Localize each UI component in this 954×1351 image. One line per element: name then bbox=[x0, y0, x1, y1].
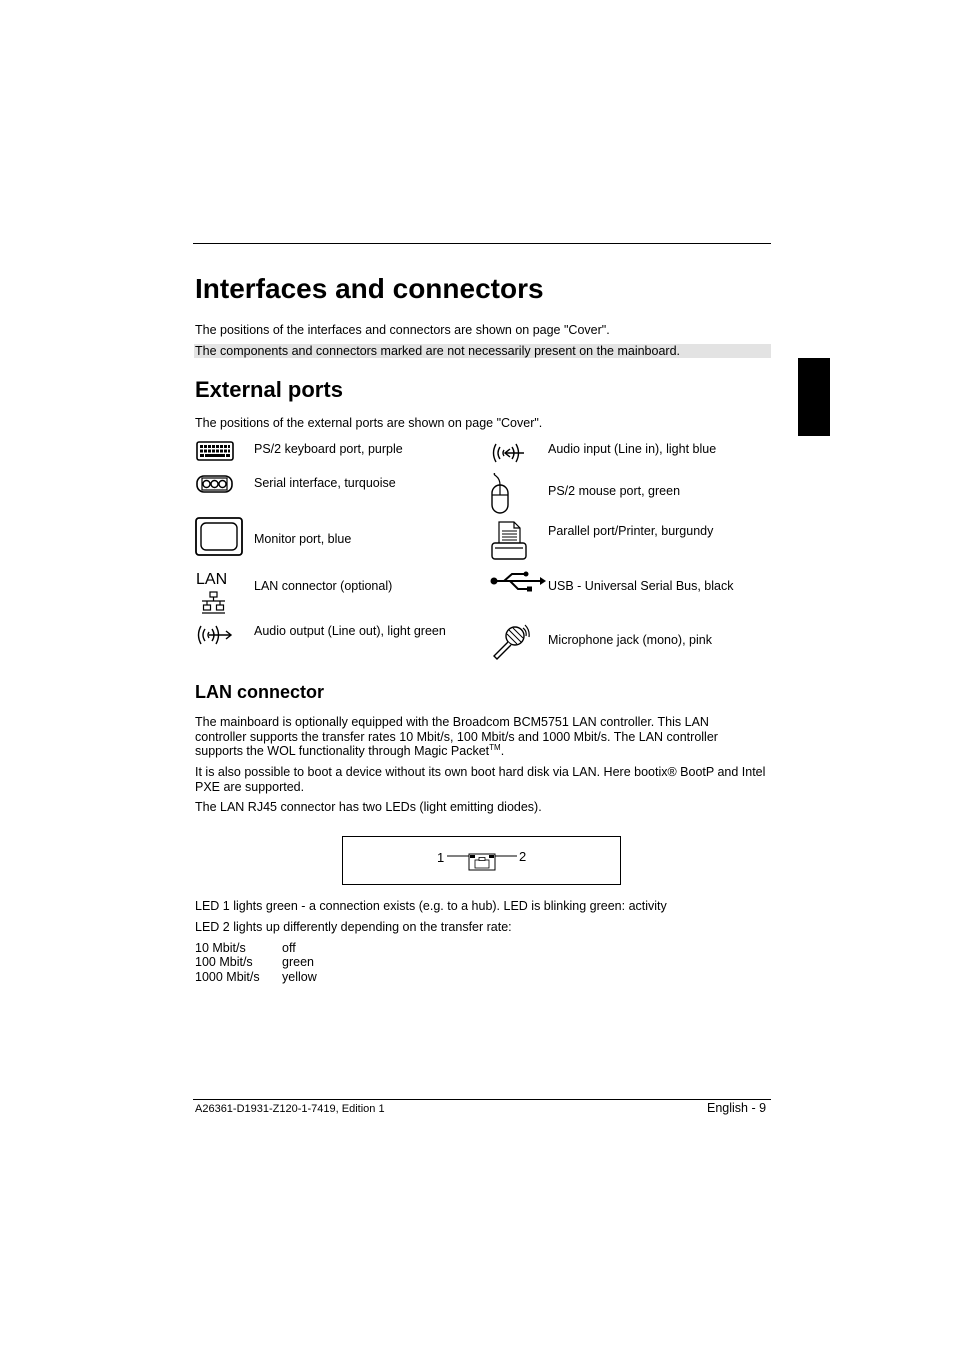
lan-icon-text: LAN bbox=[196, 571, 228, 588]
note-text: The components and connectors marked are not necessarily present on the mainboard. bbox=[194, 344, 771, 358]
rate-value: 10 Mbit/s bbox=[195, 941, 246, 955]
mouse-icon bbox=[489, 473, 511, 515]
port-label-mouse: PS/2 mouse port, green bbox=[548, 484, 681, 498]
port-label-usb: USB - Universal Serial Bus, black bbox=[548, 579, 734, 593]
microphone-icon bbox=[490, 622, 532, 662]
keyboard-icon bbox=[196, 441, 234, 461]
rj45-connector-icon bbox=[447, 850, 519, 872]
monitor-icon bbox=[195, 517, 243, 556]
port-label-microphone: Microphone jack (mono), pink bbox=[548, 633, 712, 647]
audio-in-icon bbox=[490, 440, 526, 466]
lan-paragraph-1: The mainboard is optionally equipped with the Broadcom BCM5751 LAN controller. This LAN controller supports the transfer rates 10 Mbit/s, 100 Mbit/s and 1000 Mbit/s. The LAN controller supports the WOL functionality through Magic Packet™. bbox=[195, 715, 718, 758]
printer-icon bbox=[490, 521, 528, 561]
rate-row-1000 bbox=[195, 970, 260, 985]
rate-value: 1000 Mbit/s bbox=[195, 970, 260, 984]
lan-icon bbox=[201, 591, 227, 615]
lan-paragraph-3: The LAN RJ45 connector has two LEDs (light emitting diodes). bbox=[195, 800, 542, 814]
rate-value: 100 Mbit/s bbox=[195, 955, 253, 969]
rate-row-100 bbox=[195, 955, 253, 970]
page-title: Interfaces and connectors bbox=[195, 273, 544, 304]
led-2-label: 2 bbox=[519, 849, 527, 864]
lan-paragraph-2: It is also possible to boot a device without its own boot hard disk via LAN. Here bootix® BootP and Intel PXE are supported. bbox=[195, 765, 766, 794]
port-label-lan: LAN connector (optional) bbox=[254, 579, 393, 593]
led-2-description: LED 2 lights up differently depending on the transfer rate: bbox=[195, 920, 512, 934]
usb-icon bbox=[490, 570, 548, 596]
rate-color-10: off bbox=[282, 941, 296, 955]
rate-row-10 bbox=[195, 941, 246, 956]
rate-color-100: green bbox=[282, 955, 314, 969]
port-label-keyboard: PS/2 keyboard port, purple bbox=[254, 442, 403, 456]
footer-page-label: English - 9 bbox=[707, 1101, 767, 1115]
port-label-printer: Parallel port/Printer, burgundy bbox=[548, 524, 714, 538]
section-tab-marker bbox=[798, 358, 830, 436]
footer-doc-id: A26361-D1931-Z120-1-7419, Edition 1 bbox=[195, 1103, 385, 1115]
intro-text: The positions of the interfaces and connectors are shown on page "Cover". bbox=[195, 323, 610, 337]
led-1-label: 1 bbox=[437, 850, 445, 865]
external-ports-heading: External ports bbox=[195, 377, 343, 402]
header-rule bbox=[193, 243, 771, 244]
footer-rule bbox=[193, 1099, 771, 1100]
port-label-audio-in: Audio input (Line in), light blue bbox=[548, 442, 717, 456]
external-ports-intro: The positions of the external ports are shown on page "Cover". bbox=[195, 416, 543, 430]
port-label-audio-out: Audio output (Line out), light green bbox=[254, 624, 446, 638]
led-1-description: LED 1 lights green - a connection exists (e.g. to a hub). LED is blinking green: activity bbox=[195, 899, 667, 913]
port-label-monitor: Monitor port, blue bbox=[254, 532, 352, 546]
serial-port-icon bbox=[196, 475, 233, 493]
audio-out-icon bbox=[195, 622, 233, 648]
lan-connector-heading: LAN connector bbox=[195, 682, 325, 702]
rate-color-1000: yellow bbox=[282, 970, 317, 984]
port-label-serial: Serial interface, turquoise bbox=[254, 476, 396, 490]
